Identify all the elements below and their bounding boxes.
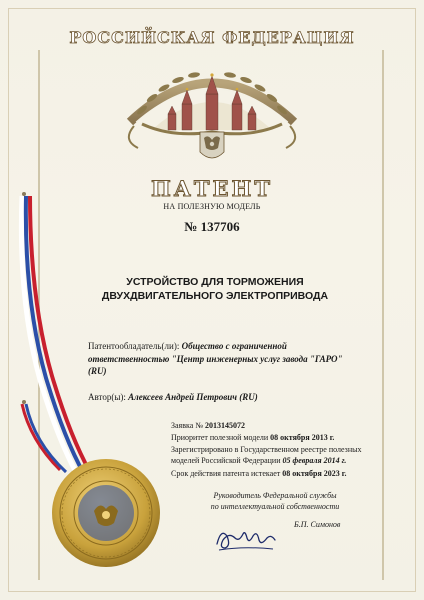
author	[88, 391, 388, 404]
expiry-date: 08 октября 2023 г.	[282, 469, 347, 478]
holder-value: Общество с ограниченной	[181, 341, 287, 351]
expiry-label: Срок действия патента истекает	[171, 469, 283, 478]
priority	[171, 432, 386, 443]
holder-value: (RU)	[88, 366, 107, 376]
signatory-title-line: по интеллектуальной собственности	[210, 502, 340, 511]
priority-label: Приоритет полезной модели	[171, 433, 271, 442]
patent-type: НА ПОЛЕЗНУЮ МОДЕЛЬ	[163, 202, 261, 211]
registration	[171, 444, 386, 466]
country-title: РОССИЙСКАЯ ФЕДЕРАЦИЯ	[69, 28, 355, 47]
application-number	[171, 420, 386, 431]
signatory-name: Б.П. Симонов	[294, 520, 341, 529]
invention-title-line: ДВУХДВИГАТЕЛЬНОГО ЭЛЕКТРОПРИВОДА	[101, 290, 329, 302]
author-value: Алексеев Андрей Петрович (RU)	[128, 392, 258, 402]
binding-hole	[22, 400, 26, 404]
priority-date: 08 октября 2013 г.	[270, 433, 335, 442]
gold-seal-icon	[50, 457, 162, 569]
invention-title	[60, 275, 370, 303]
application-label: Заявка №	[171, 421, 205, 430]
registration-text: моделей Российской Федерации	[171, 456, 283, 465]
registration-date: 05 февраля 2014 г.	[282, 456, 347, 465]
expiry	[171, 468, 386, 479]
holder-label: Патентообладатель(ли):	[88, 341, 182, 351]
patent-number: № 137706	[184, 219, 240, 234]
holder-value: ответственностью "Центр инженерных услуг завода "ГАРО"	[88, 353, 343, 364]
application-value: 2013145072	[204, 421, 245, 430]
signatory-title	[205, 490, 345, 512]
author-label: Автор(ы):	[88, 392, 129, 402]
signatory-title-line: Руководитель Федеральной службы	[213, 491, 337, 500]
patent-heading: ПАТЕНТ	[150, 176, 274, 201]
registration-text: Зарегистрировано в Государственном реестре полезных	[171, 445, 362, 454]
patent-holder	[88, 340, 388, 378]
handwritten-signature	[213, 522, 279, 554]
invention-title-line: УСТРОЙСТВО ДЛЯ ТОРМОЖЕНИЯ	[126, 276, 304, 288]
kremlin-wreath-emblem	[112, 52, 312, 174]
double-headed-eagle-icon	[200, 132, 224, 158]
